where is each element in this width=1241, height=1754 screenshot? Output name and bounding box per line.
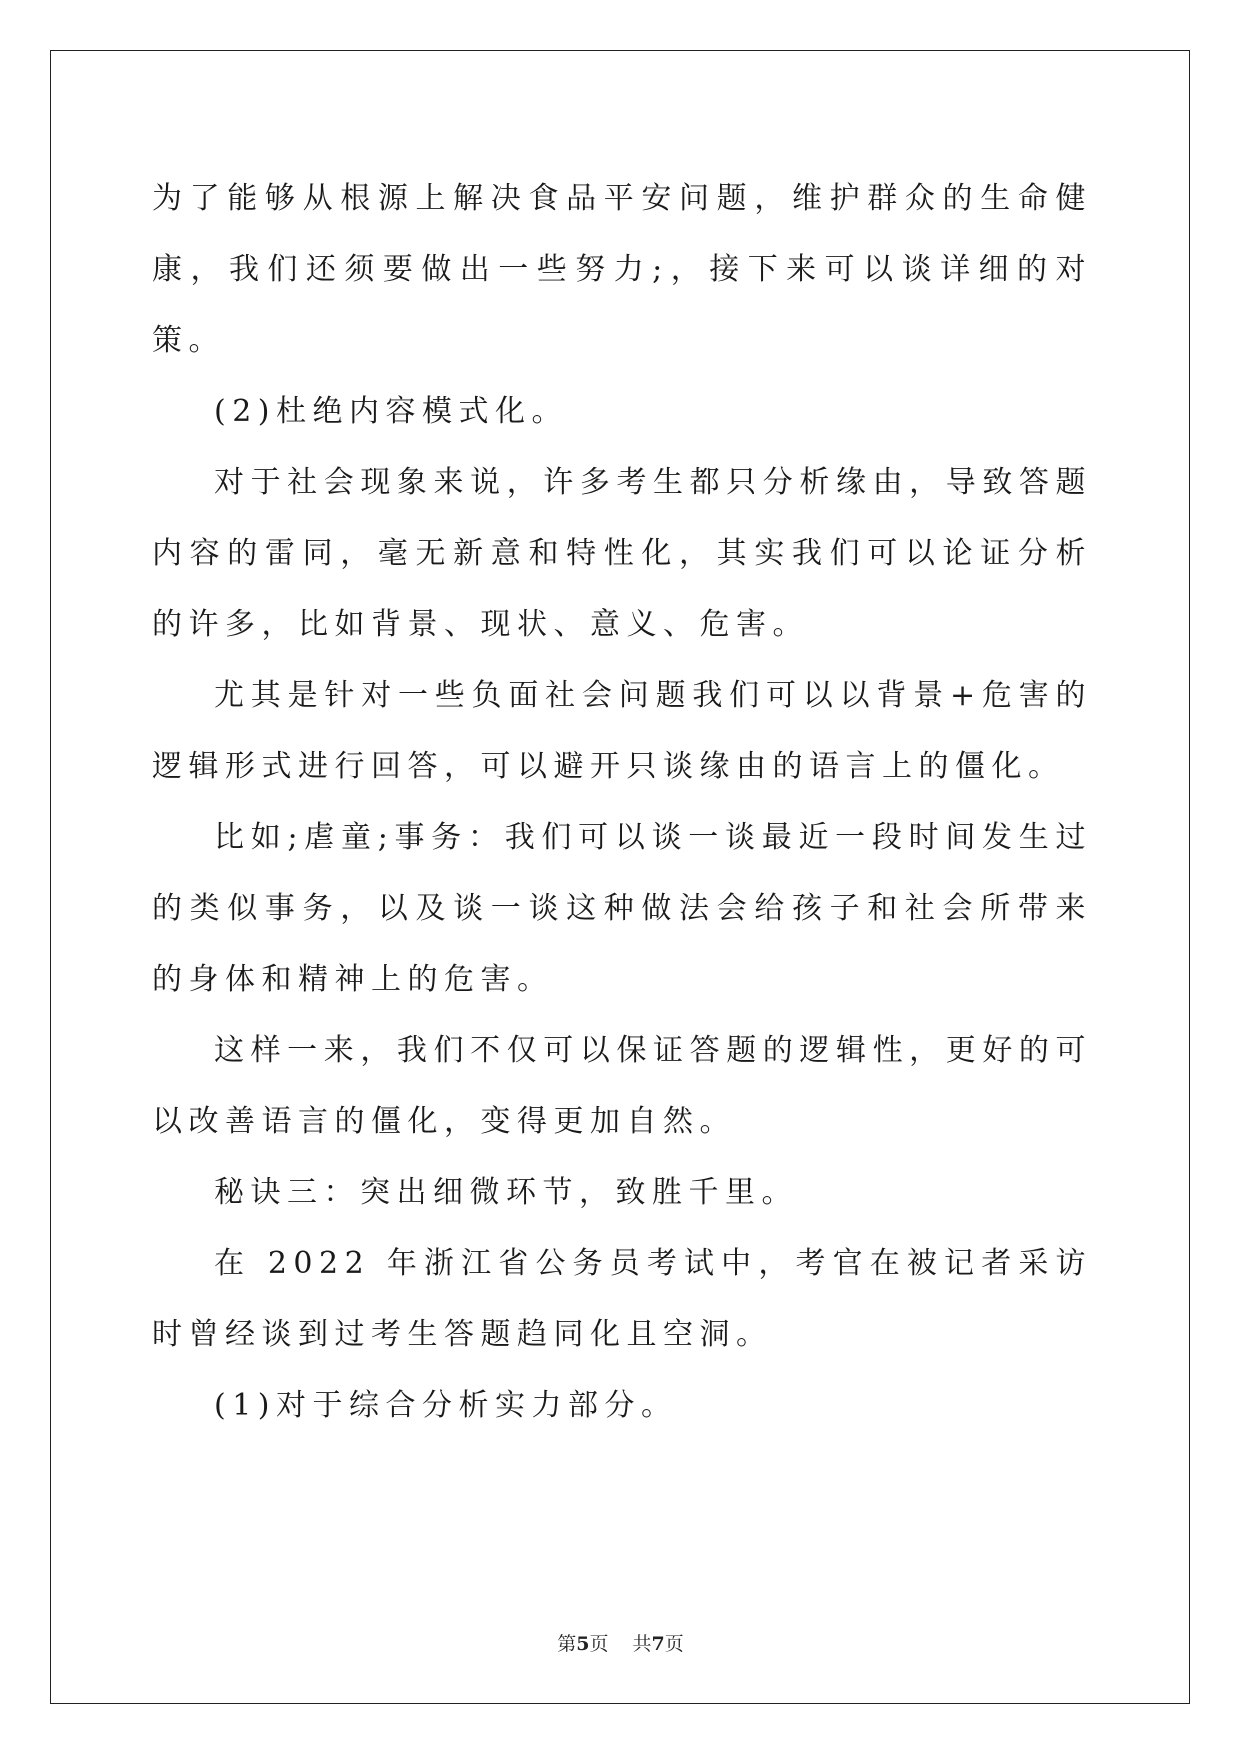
total-prefix: 共 — [632, 1633, 652, 1655]
total-suffix: 页 — [664, 1633, 684, 1655]
document-body — [152, 163, 1092, 1441]
total-pages — [633, 1633, 684, 1655]
current-page: 5 — [576, 1633, 590, 1655]
paragraph-2: (2)杜绝内容模式化。 — [214, 394, 568, 429]
page-number — [557, 1633, 608, 1655]
paragraph-9: (1)对于综合分析实力部分。 — [214, 1388, 678, 1423]
paragraph-1: 为了能够从根源上解决食品平安问题，维护群众的生命健康，我们还须要做出一些努力;，接下来可以谈详细的对策。 — [152, 181, 1092, 358]
paragraph-6: 这样一来，我们不仅可以保证答题的逻辑性，更好的可以改善语言的僵化，变得更加自然。 — [152, 1033, 1092, 1139]
page-suffix: 页 — [589, 1633, 609, 1655]
page-prefix: 第 — [557, 1633, 577, 1655]
paragraph-4: 尤其是针对一些负面社会问题我们可以以背景+危害的逻辑形式进行回答，可以避开只谈缘由的语言上的僵化。 — [152, 678, 1092, 784]
page-footer — [0, 1632, 1241, 1656]
total-count: 7 — [651, 1633, 665, 1655]
paragraph-5: 比如;虐童;事务：我们可以谈一谈最近一段时间发生过的类似事务，以及谈一谈这种做法会给孩子和社会所带来的身体和精神上的危害。 — [152, 820, 1092, 997]
paragraph-8: 在 2022 年浙江省公务员考试中，考官在被记者采访时曾经谈到过考生答题趋同化且空洞。 — [152, 1246, 1092, 1352]
paragraph-7: 秘诀三：突出细微环节，致胜千里。 — [214, 1175, 798, 1210]
paragraph-3: 对于社会现象来说，许多考生都只分析缘由，导致答题内容的雷同，毫无新意和特性化，其实我们可以论证分析的许多，比如背景、现状、意义、危害。 — [152, 465, 1092, 642]
